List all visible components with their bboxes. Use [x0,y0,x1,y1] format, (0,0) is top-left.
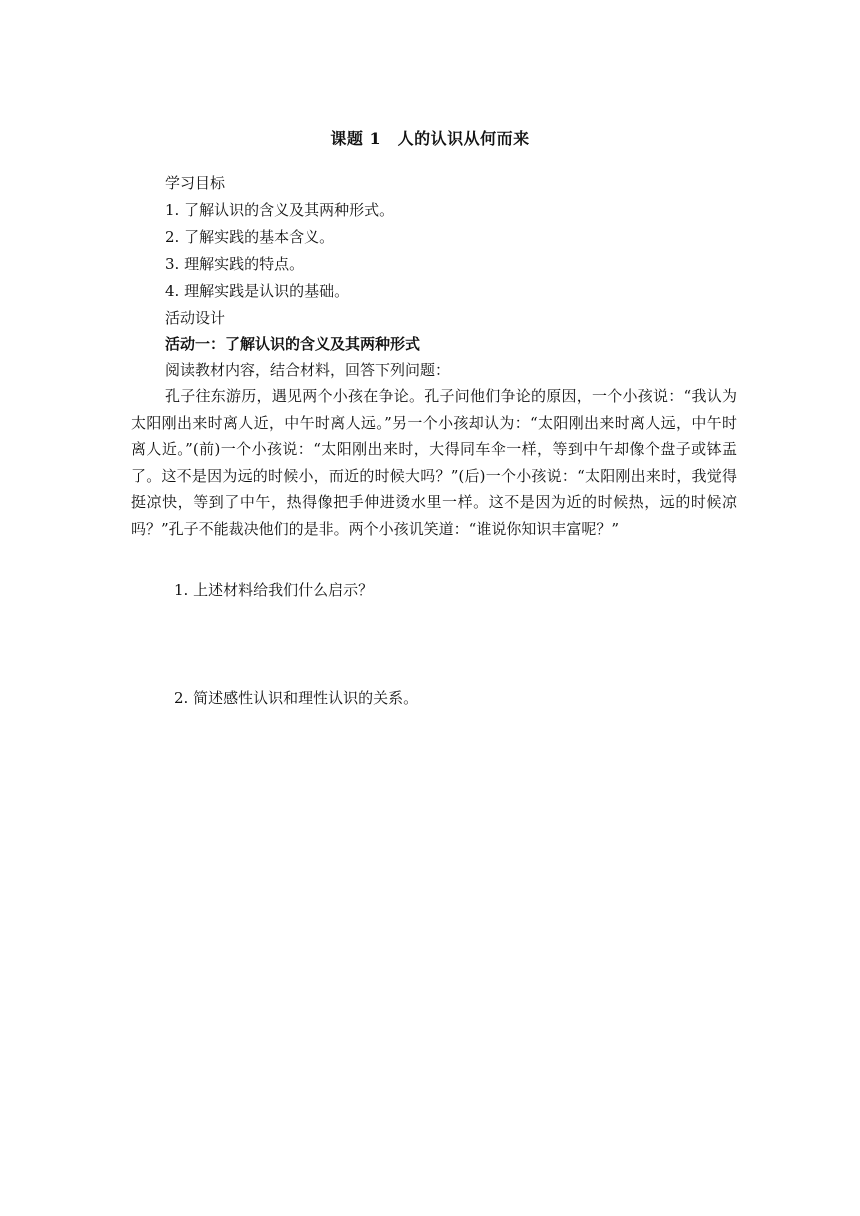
question-1: 1. 上述材料给我们什么启示？ [174,581,374,599]
reading-passage: 孔子往东游历，遇见两个小孩在争论。孔子问他们争论的原因，一个小孩说：“我认为太阳刚出来时离人近，中午时离人远。”另一个小孩却认为：“太阳刚出来时离人远，中午时离人近。”(前)一个小孩说：“太阳刚出来时，大得同车伞一样，等到中午却像个盘子或钵盂了。这不是因为远的时候小，而近的时候大吗？”(后)一个小孩说：“太阳刚出来时，我觉得挺凉快，等到了中午，热得像把手伸进烫水里一样。这不是因为近的时候热，远的时候凉吗？”孔子不能裁决他们的是非。两个小孩讥笑道：“谁说你知识丰富呢？” [131,387,737,538]
page-title: 课题 1 人的认识从何而来 [330,129,530,148]
activity-heading: 活动设计 [165,309,226,327]
instruction-text: 阅读教材内容，结合材料，回答下列问题： [165,361,451,379]
activity1-title: 活动一：了解认识的含义及其两种形式 [165,335,421,353]
question-2: 2. 简述感性认识和理性认识的关系。 [174,689,419,707]
objectives-heading: 学习目标 [165,174,226,192]
objective-item-1: 1. 了解认识的含义及其两种形式。 [165,201,395,219]
objective-item-3: 3. 理解实践的特点。 [165,255,305,273]
objective-item-2: 2. 了解实践的基本含义。 [165,228,335,246]
objective-item-4: 4. 理解实践是认识的基础。 [165,282,350,300]
